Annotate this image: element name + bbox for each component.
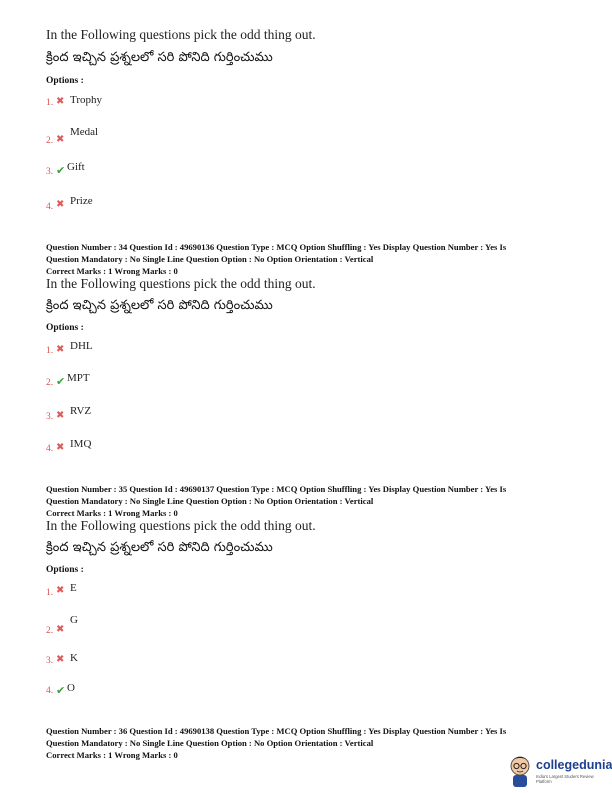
cross-icon: ✖ <box>56 654 65 665</box>
cross-icon: ✖ <box>56 199 65 210</box>
collegedunia-logo <box>506 754 610 790</box>
question-meta-line: Question Number : 36 Question Id : 49690138 Question Type : MCQ Option Shuffling : Yes Display Question Number : Yes Is <box>46 726 507 736</box>
cross-icon: ✖ <box>56 410 65 421</box>
option-number: 3. <box>46 656 54 666</box>
option-number: 3. <box>46 167 54 177</box>
option-text: Trophy <box>70 94 102 106</box>
question-meta <box>46 483 506 519</box>
option-text: DHL <box>70 340 93 352</box>
option-text: E <box>70 582 77 594</box>
question-text-en: In the Following questions pick the odd thing out. <box>46 276 316 291</box>
question-text-te: క్రింద ఇచ్చిన ప్రశ్నలలో సరి పోనిది గుర్తించుము <box>46 298 273 313</box>
option-number: 1. <box>46 98 54 108</box>
option-text: Medal <box>70 126 99 138</box>
option-number: 2. <box>46 378 54 388</box>
option-number: 2. <box>46 626 54 636</box>
options-label: Options : <box>46 323 84 333</box>
option-text: MPT <box>67 372 90 384</box>
question-meta <box>46 241 506 277</box>
check-icon: ✔ <box>56 376 66 388</box>
option-number: 3. <box>46 412 54 422</box>
cross-icon: ✖ <box>56 585 65 596</box>
question-meta-line: Question Mandatory : No Single Line Question Option : No Option Orientation : Vertical <box>46 254 374 264</box>
option-number: 2. <box>46 136 54 146</box>
option-text: O <box>67 682 75 694</box>
question-meta-line: Question Number : 35 Question Id : 49690137 Question Type : MCQ Option Shuffling : Yes Display Question Number : Yes Is <box>46 484 507 494</box>
option-text: G <box>70 614 78 626</box>
cross-icon: ✖ <box>56 624 65 635</box>
option-text: K <box>70 652 78 664</box>
logo-name: collegedunia <box>536 758 612 772</box>
question-text-te: క్రింద ఇచ్చిన ప్రశ్నలలో సరి పోనిది గుర్తించుము <box>46 540 273 555</box>
option-number: 4. <box>46 202 54 212</box>
check-icon: ✔ <box>56 685 66 697</box>
option-number: 4. <box>46 444 54 454</box>
options-label: Options : <box>46 565 84 575</box>
option-number: 1. <box>46 588 54 598</box>
question-meta <box>46 725 506 761</box>
question-text-te: క్రింద ఇచ్చిన ప్రశ్నలలో సరి పోనిది గుర్తించుము <box>46 50 273 65</box>
option-number: 4. <box>46 686 54 696</box>
question-meta-line: Question Number : 34 Question Id : 49690136 Question Type : MCQ Option Shuffling : Yes Display Question Number : Yes Is <box>46 242 507 252</box>
option-text: RVZ <box>70 405 92 417</box>
options-label: Options : <box>46 76 84 86</box>
logo-tagline: India's Largest Student Review Platform <box>536 774 594 784</box>
question-meta-line: Question Mandatory : No Single Line Question Option : No Option Orientation : Vertical <box>46 496 374 506</box>
cross-icon: ✖ <box>56 344 65 355</box>
mascot-icon <box>506 754 534 788</box>
option-text: Gift <box>67 161 85 173</box>
option-text: IMQ <box>70 438 92 450</box>
option-text: Prize <box>70 195 93 207</box>
option-number: 1. <box>46 346 54 356</box>
marks-line: Correct Marks : 1 Wrong Marks : 0 <box>46 266 178 276</box>
question-text-en: In the Following questions pick the odd thing out. <box>46 27 316 42</box>
check-icon: ✔ <box>56 165 66 177</box>
cross-icon: ✖ <box>56 96 65 107</box>
question-meta-line: Question Mandatory : No Single Line Question Option : No Option Orientation : Vertical <box>46 738 374 748</box>
marks-line: Correct Marks : 1 Wrong Marks : 0 <box>46 508 178 518</box>
cross-icon: ✖ <box>56 442 65 453</box>
cross-icon: ✖ <box>56 134 65 145</box>
question-text-en: In the Following questions pick the odd thing out. <box>46 518 316 533</box>
marks-line: Correct Marks : 1 Wrong Marks : 0 <box>46 750 178 760</box>
